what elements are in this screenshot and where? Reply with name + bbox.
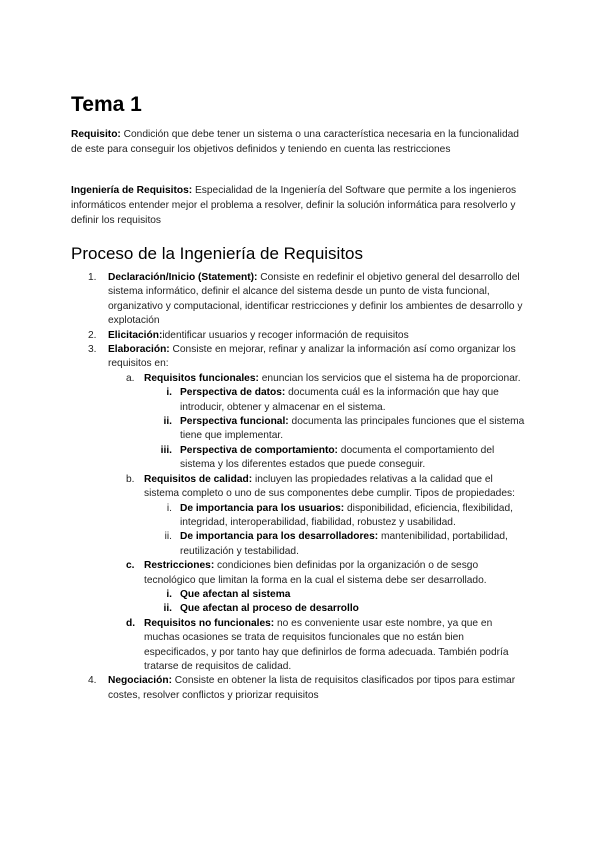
item-number: 3. (88, 344, 97, 356)
item-text: documenta las principales funciones que el sistema tiene que implementar. (180, 416, 525, 442)
list-item (88, 329, 528, 343)
item-text: Consiste en mejorar, refinar y analizar la información así como organizar los requisitos en: (108, 344, 516, 370)
item-text: incluyen las propiedades relativas a la calidad que el sistema completo o uno de sus componentes debe cumplir. Tipos de propiedades: (144, 473, 515, 500)
list-item (108, 372, 528, 473)
item-label: Perspectiva funcional: (180, 416, 289, 428)
item-number: d. (126, 617, 136, 629)
item-number: c. (126, 560, 135, 572)
list-item (144, 602, 528, 616)
item-label: Perspectiva de comportamiento: (180, 444, 338, 456)
item-label: Declaración/Inicio (Statement): (108, 272, 258, 283)
item-number: i. (166, 588, 172, 600)
term-label: Ingeniería de Requisitos: (71, 185, 193, 196)
list-item (144, 502, 528, 531)
list-item (144, 386, 528, 415)
sublist (108, 372, 528, 675)
list-item (144, 530, 528, 559)
item-label: De importancia para los desarrolladores: (180, 531, 379, 543)
item-number: a. (126, 372, 135, 384)
item-label: De importancia para los usuarios: (180, 502, 345, 514)
sublist (144, 588, 528, 617)
section-heading: Proceso de la Ingeniería de Requisitos (71, 244, 364, 263)
item-label: Elaboración: (108, 344, 170, 356)
list-item (88, 674, 528, 703)
definition-text: Especialidad de la Ingeniería del Software que permite a los ingenieros informáticos entender mejor el problema a resolver, definir la solución informática para resolverlo y definir los requisitos (71, 185, 517, 226)
definition-text: Condición que debe tener un sistema o una característica necesaria en la funcionalidad de este para conseguir los objetivos definidos y teniendo en cuenta las restricciones (71, 129, 519, 155)
list-item (108, 559, 528, 617)
item-text: no es conveniente usar este nombre, ya que en muchas ocasiones se trata de requisitos funcionales que no están bien especificados, y por tanto hay que definirlos de forma adecuada. También podría tratarse de requisitos de calidad. (144, 617, 509, 672)
item-number: i. (166, 502, 172, 514)
list-item (108, 617, 528, 675)
item-text: condiciones bien definidas por la organización o de sesgo tecnológico que limitan la forma en la cual el sistema debe ser desarrollado. (144, 560, 487, 586)
list-item (144, 415, 528, 444)
item-text: identificar usuarios y recoger información de requisitos (162, 329, 409, 341)
item-number: ii. (164, 531, 172, 543)
item-text: disponibilidad, eficiencia, flexibilidad, integridad, interoperabilidad, fiabilidad, robustez y usabilidad. (180, 502, 513, 528)
item-text: enuncian los servicios que el sistema ha de proporcionar. (258, 372, 521, 384)
item-text: mantenibilidad, portabilidad, reutilización y testabilidad. (180, 531, 508, 557)
list-item (108, 473, 528, 559)
sublist (144, 386, 528, 472)
item-number: i. (166, 387, 172, 399)
item-label: Requisitos de calidad: (144, 473, 253, 485)
item-number: ii. (163, 603, 172, 615)
item-label: Requisitos no funcionales: (144, 617, 275, 629)
item-text: Consiste en redefinir el objetivo general del desarrollo del sistema informático, definir el alcance del sistema desde un punto de vista funcional, organizativo y computacional, identificar restricciones y definir los ambientes de desarrollo y explotación (108, 272, 523, 327)
list-item (144, 444, 528, 473)
item-number: iii. (160, 444, 172, 456)
term-label: Requisito: (71, 129, 121, 140)
process-list (88, 271, 528, 703)
item-number: ii. (163, 416, 172, 428)
item-label: Que afectan al proceso de desarrollo (180, 603, 359, 615)
sublist (144, 502, 528, 560)
item-number: b. (126, 473, 135, 485)
item-label: Negociación: (108, 675, 172, 687)
item-label: Perspectiva de datos: (180, 387, 286, 399)
definition-ingenieria (71, 183, 531, 228)
item-text: documenta cuál es la información que hay que introducir, obtener y almacenar en el sistema. (180, 387, 499, 413)
page-title: Tema 1 (71, 93, 142, 116)
item-label: Requisitos funcionales: (144, 372, 259, 384)
item-number: 1. (88, 272, 97, 283)
list-item (88, 343, 528, 674)
item-label: Que afectan al sistema (180, 588, 291, 600)
item-label: Elicitación: (108, 329, 163, 341)
list-item (88, 271, 528, 329)
item-number: 2. (88, 329, 97, 341)
definition-requisito (71, 127, 531, 157)
item-text: documenta el comportamiento del sistema y los diferentes estados que puede conseguir. (180, 444, 495, 471)
item-label: Restricciones: (144, 560, 215, 572)
item-text: Consiste en obtener la lista de requisitos clasificados por tipos para estimar costes, resolver conflictos y priorizar requisitos (108, 675, 516, 701)
list-item (144, 588, 528, 602)
item-number: 4. (88, 675, 97, 687)
